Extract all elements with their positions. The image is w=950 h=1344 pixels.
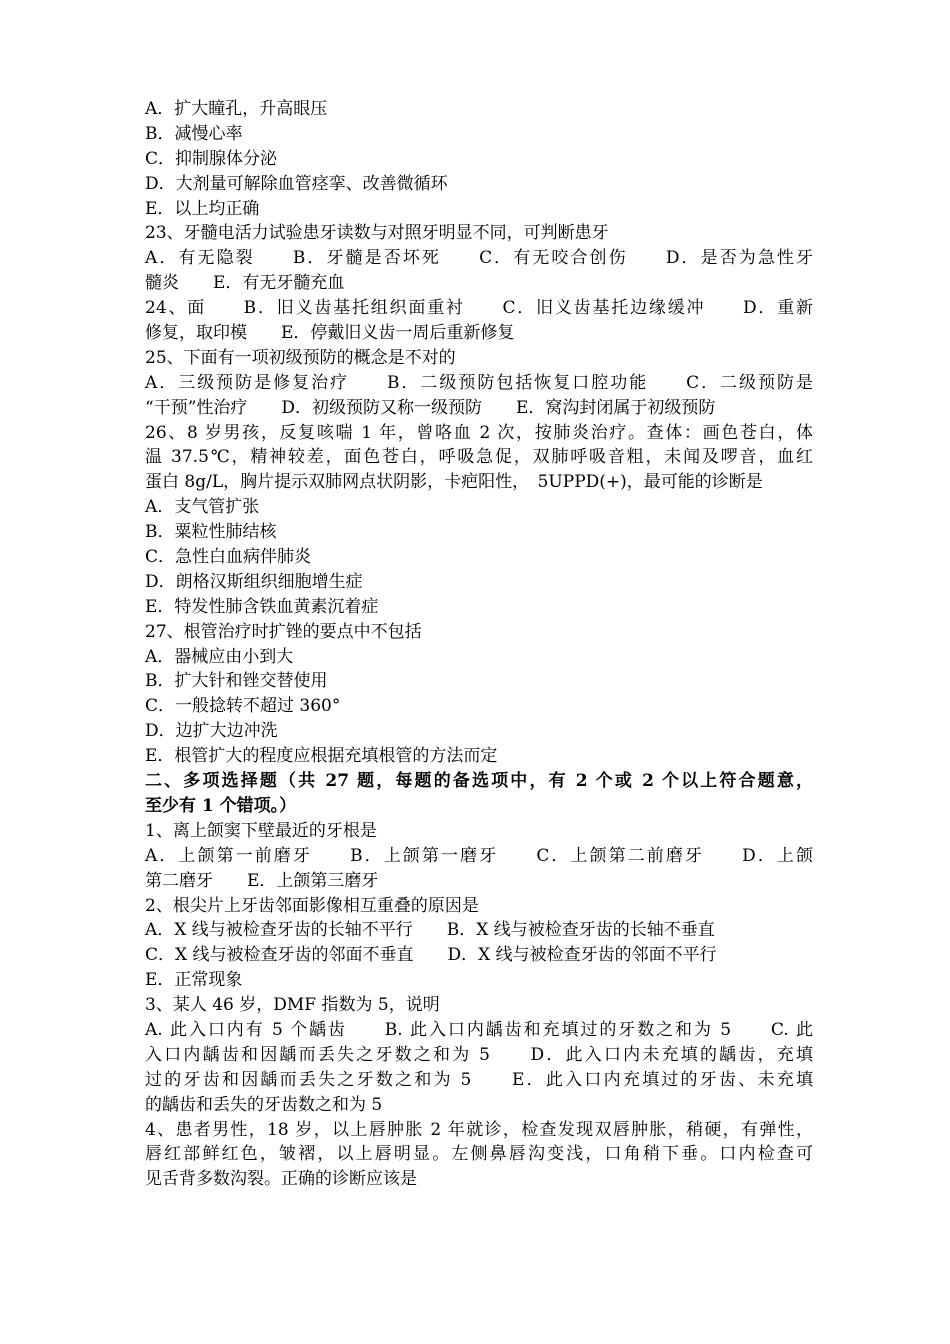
text-line: A．X 线与被检查牙齿的长轴不平行 B．X 线与被检查牙齿的长轴不垂直 (145, 920, 715, 941)
text-line: 唇红部鲜红色，皱褶，以上唇明显。左侧鼻唇沟变浅，口角稍下垂。口内检查可 (145, 1144, 813, 1165)
text-line: 温 37.5℃，精神较差，面色苍白，呼吸急促，双肺呼吸音粗，未闻及啰音，血红 (145, 447, 813, 468)
text-line: B．扩大针和锉交替使用 (145, 671, 328, 692)
text-line: C．抑制腺体分泌 (145, 148, 278, 169)
text-line: 过的牙齿和因龋而丢失之牙数之和为 5 E．此入口内充填过的牙齿、未充填 (145, 1069, 813, 1090)
text-line: B．粟粒性肺结核 (145, 522, 277, 543)
text-line: 第二磨牙 E．上颌第三磨牙 (145, 870, 379, 891)
text-line: 修复，取印模 E．停戴旧义齿一周后重新修复 (145, 323, 515, 344)
text-line: 3、某人 46 岁，DMF 指数为 5，说明 (145, 995, 440, 1016)
text-line: “干预”性治疗 D．初级预防又称一级预防 E．窝沟封闭属于初级预防 (145, 397, 716, 418)
text-line: A．支气管扩张 (145, 497, 260, 518)
text-line: A．有无隐裂 B．牙髓是否坏死 C．有无咬合创伤 D．是否为急性牙 (145, 248, 813, 269)
text-line: C．X 线与被检查牙齿的邻面不垂直 D．X 线与被检查牙齿的邻面不平行 (145, 945, 717, 966)
text-line: D．大剂量可解除血管痉挛、改善微循环 (145, 173, 448, 194)
text-line: 26、8 岁男孩，反复咳喘 1 年，曾咯血 2 次，按肺炎治疗。查体：画色苍白，体 (145, 422, 813, 443)
text-line: A. 此入口内有 5 个龋齿 B. 此入口内龋齿和充填过的牙数之和为 5 C. 此 (145, 1019, 813, 1040)
text-line: D．边扩大边冲洗 (145, 721, 278, 742)
text-line: A．三级预防是修复治疗 B．二级预防包括恢复口腔功能 C．二级预防是 (145, 372, 813, 393)
text-line: 髓炎 E．有无牙髓充血 (145, 273, 345, 294)
text-line: B．减慢心率 (145, 123, 243, 144)
text-line: 25、下面有一项初级预防的概念是不对的 (145, 347, 456, 368)
text-line: C．急性白血病伴肺炎 (145, 547, 312, 568)
section-heading-line: 二、多项选择题（共 27 题，每题的备选项中，有 2 个或 2 个以上符合题意， (145, 771, 813, 792)
text-line: E．特发性肺含铁血黄素沉着症 (145, 596, 379, 617)
text-line: 27、根管治疗时扩锉的要点中不包括 (145, 621, 422, 642)
text-line: E．正常现象 (145, 970, 243, 991)
text-line: E．以上均正确 (145, 198, 260, 219)
text-line: 入口内龋齿和因龋而丢失之牙数之和为 5 D．此入口内未充填的龋齿，充填 (145, 1044, 813, 1065)
text-line: 蛋白 8g/L，胸片提示双肺网点状阴影，卡疤阳性， 5UPPD(+)，最可能的诊断是 (145, 472, 763, 493)
document-body (145, 97, 813, 1192)
text-line: C．一般捻转不超过 360° (145, 696, 341, 717)
text-line: 的龋齿和丢失的牙齿数之和为 5 (145, 1094, 383, 1115)
text-line: A．上颌第一前磨牙 B．上颌第一磨牙 C．上颌第二前磨牙 D．上颌 (145, 845, 813, 866)
text-line: 2、根尖片上牙齿邻面影像相互重叠的原因是 (145, 895, 479, 916)
text-line: 23、牙髓电活力试验患牙读数与对照牙明显不同，可判断患牙 (145, 223, 609, 244)
text-line: D．朗格汉斯组织细胞增生症 (145, 571, 363, 592)
text-line: 1、离上颌窦下壁最近的牙根是 (145, 820, 377, 841)
text-line: A．扩大瞳孔，升高眼压 (145, 99, 328, 119)
text-line: 见舌背多数沟裂。正确的诊断应该是 (145, 1169, 417, 1190)
text-line: A．器械应由小到大 (145, 646, 294, 667)
section-heading-line: 至少有 1 个错项。） (145, 795, 297, 816)
text-line: E．根管扩大的程度应根据充填根管的方法而定 (145, 746, 498, 767)
text-line: 24、面 B．旧义齿基托组织面重衬 C．旧义齿基托边缘缓冲 D．重新 (145, 298, 813, 319)
text-line: 4、患者男性，18 岁，以上唇肿胀 2 年就诊，检查发现双唇肿胀，稍硬，有弹性， (145, 1119, 813, 1140)
